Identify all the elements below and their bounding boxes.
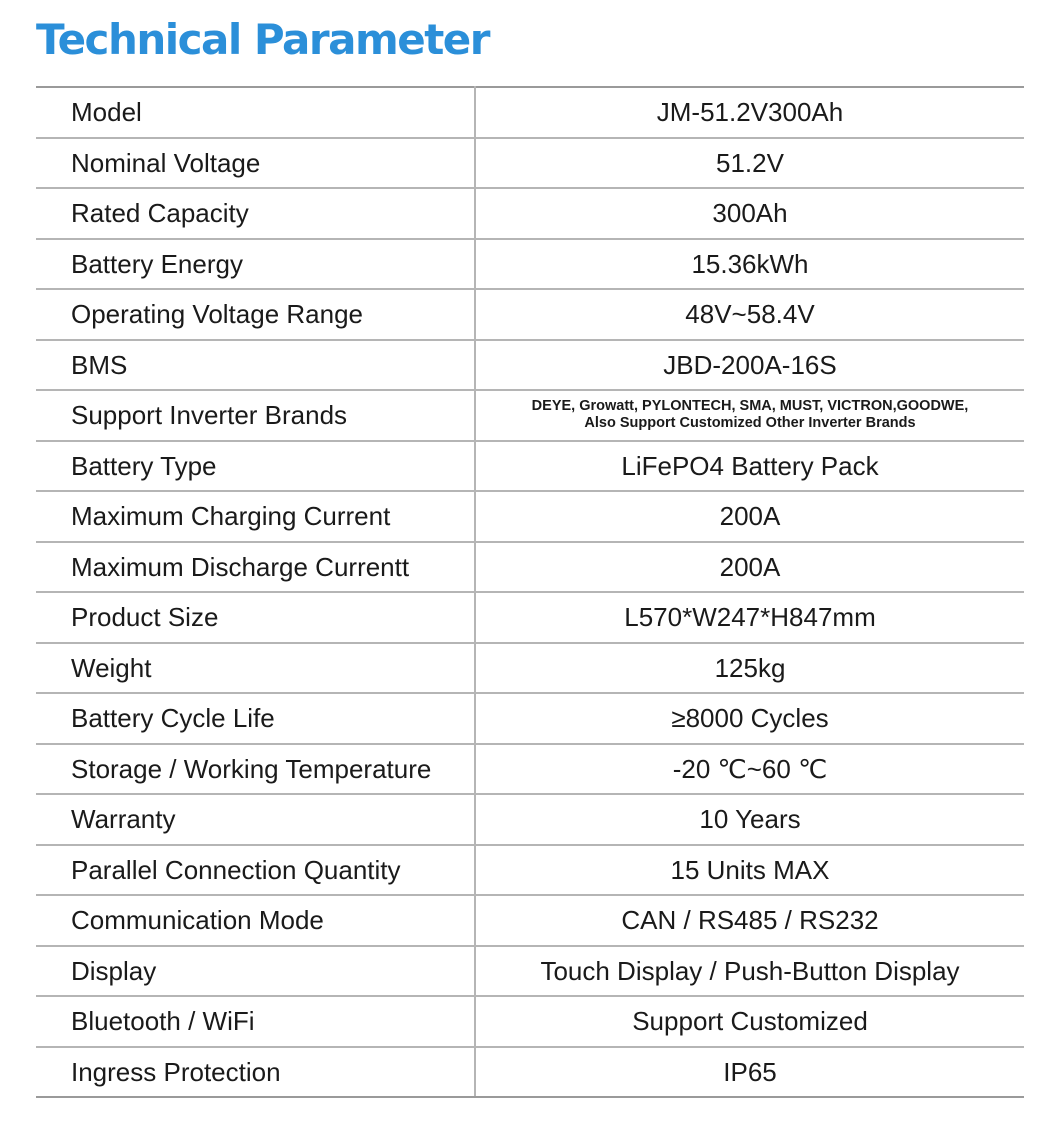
table-row-bms	[36, 340, 1024, 391]
param-value: 51.2V	[475, 138, 1024, 189]
param-label: Bluetooth / WiFi	[36, 996, 475, 1047]
table-row-communication-mode	[36, 895, 1024, 946]
param-label: Weight	[36, 643, 475, 694]
param-value: JM-51.2V300Ah	[475, 87, 1024, 138]
page-title: Technical Parameter	[36, 15, 489, 64]
param-value	[475, 390, 1024, 441]
table-row-battery-energy	[36, 239, 1024, 290]
param-label: Maximum Discharge Currentt	[36, 542, 475, 593]
table-row-product-size	[36, 592, 1024, 643]
param-label: BMS	[36, 340, 475, 391]
param-value-line: Also Support Customized Other Inverter Brands	[584, 415, 916, 432]
param-label: Battery Cycle Life	[36, 693, 475, 744]
param-label: Product Size	[36, 592, 475, 643]
param-label: Storage / Working Temperature	[36, 744, 475, 795]
param-value: 200A	[475, 491, 1024, 542]
param-value: 15 Units MAX	[475, 845, 1024, 896]
table-row-operating-voltage-range	[36, 289, 1024, 340]
param-value: ≥8000 Cycles	[475, 693, 1024, 744]
param-label: Model	[36, 87, 475, 138]
table-row-model	[36, 87, 1024, 138]
table-row-ingress-protection	[36, 1047, 1024, 1098]
param-label: Nominal Voltage	[36, 138, 475, 189]
table-row-battery-type	[36, 441, 1024, 492]
table-row-battery-cycle-life	[36, 693, 1024, 744]
param-value: 125kg	[475, 643, 1024, 694]
param-value: LiFePO4 Battery Pack	[475, 441, 1024, 492]
param-label: Parallel Connection Quantity	[36, 845, 475, 896]
table-row-warranty	[36, 794, 1024, 845]
param-label: Warranty	[36, 794, 475, 845]
table-row-nominal-voltage	[36, 138, 1024, 189]
table-row-weight	[36, 643, 1024, 694]
param-label: Battery Energy	[36, 239, 475, 290]
param-value-line: DEYE, Growatt, PYLONTECH, SMA, MUST, VICTRON,GOODWE,	[531, 398, 969, 415]
param-value: 48V~58.4V	[475, 289, 1024, 340]
param-value: IP65	[475, 1047, 1024, 1098]
table-row-max-charging-current	[36, 491, 1024, 542]
param-value: 300Ah	[475, 188, 1024, 239]
param-value: L570*W247*H847mm	[475, 592, 1024, 643]
param-label: Ingress Protection	[36, 1047, 475, 1098]
param-label: Battery Type	[36, 441, 475, 492]
param-label: Display	[36, 946, 475, 997]
param-label: Rated Capacity	[36, 188, 475, 239]
param-value: 10 Years	[475, 794, 1024, 845]
param-label: Support Inverter Brands	[36, 390, 475, 441]
table-row-rated-capacity	[36, 188, 1024, 239]
param-value: CAN / RS485 / RS232	[475, 895, 1024, 946]
param-value: JBD-200A-16S	[475, 340, 1024, 391]
param-value: Support Customized	[475, 996, 1024, 1047]
table-row-max-discharge-current	[36, 542, 1024, 593]
table-row-support-inverter-brands	[36, 390, 1024, 441]
param-value: -20 ℃~60 ℃	[475, 744, 1024, 795]
spec-table	[36, 86, 1024, 1098]
table-row-storage-working-temperature	[36, 744, 1024, 795]
param-label: Communication Mode	[36, 895, 475, 946]
table-row-display	[36, 946, 1024, 997]
param-label: Maximum Charging Current	[36, 491, 475, 542]
param-value: 15.36kWh	[475, 239, 1024, 290]
param-value: Touch Display / Push-Button Display	[475, 946, 1024, 997]
table-row-bluetooth-wifi	[36, 996, 1024, 1047]
table-row-parallel-connection-quantity	[36, 845, 1024, 896]
param-value: 200A	[475, 542, 1024, 593]
param-label: Operating Voltage Range	[36, 289, 475, 340]
